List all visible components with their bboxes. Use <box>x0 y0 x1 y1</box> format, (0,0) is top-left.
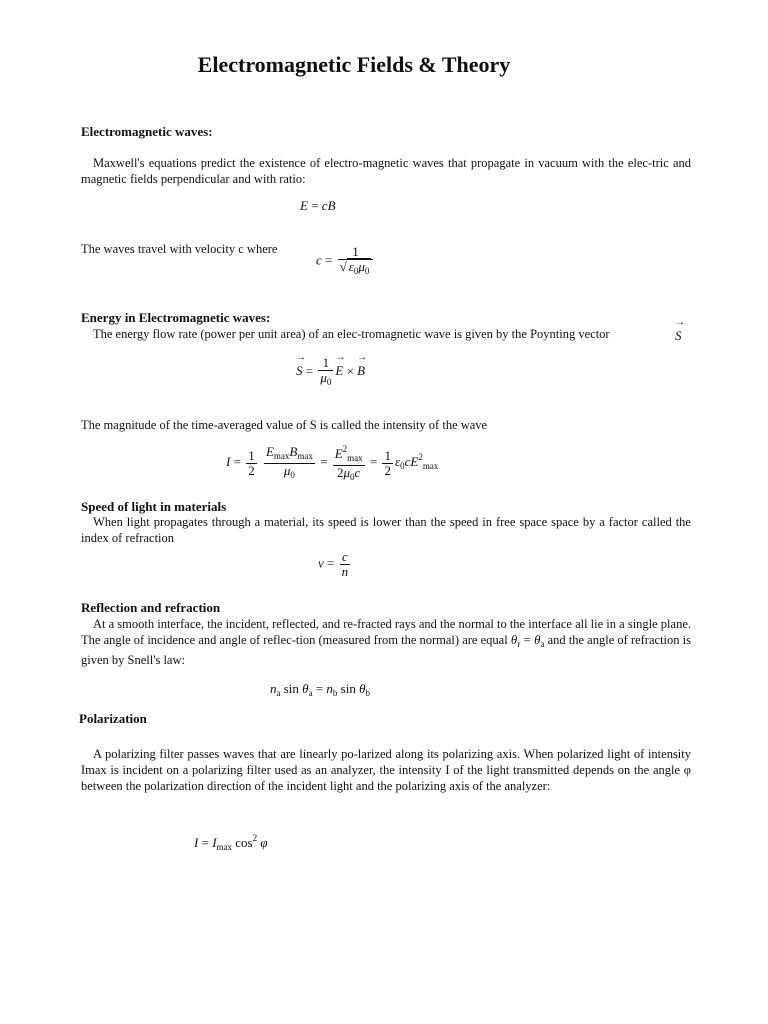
equation-e-cb: E = cB <box>300 198 336 213</box>
section-heading-reflection: Reflection and refraction <box>81 600 221 615</box>
polarization-paragraph: A polarizing filter passes waves that are linearly po-larized along its polarizing axis. When polarized light of intensity Imax is incident on a polarizing filter used as an analyzer, the intensity I of the light transmitted depends on the angle φ between the polarization direction of the incident light and the polarizing axis of the analyzer: <box>81 747 691 793</box>
page-title: Electromagnetic Fields & Theory <box>197 52 511 77</box>
velocity-text: The waves travel with velocity c where <box>81 242 278 256</box>
section-heading-polarization: Polarization <box>79 711 147 726</box>
em-waves-paragraph: Maxwell's equations predict the existence of electro-magnetic waves that propagate in vacuum with the elec-tric and magnetic fields perpendicular and with ratio: <box>81 156 691 186</box>
reflection-text-b: and the angle of refraction is given by Snell's law: <box>81 633 691 667</box>
speed-paragraph: When light propagates through a material, its speed is lower than the speed in free space space by a factor called the index of refraction <box>81 515 691 545</box>
reflection-paragraph <box>81 616 691 668</box>
equation-angles: $\theta_r = \theta_a$ <box>510 632 545 649</box>
section-heading-speed: Speed of light in materials <box>81 499 227 514</box>
intensity-text: The magnitude of the time-averaged value of S is called the intensity of the wave <box>81 418 488 432</box>
equation-malus: $I = I_{max}$ $\cos^2 \varphi$ <box>194 833 268 852</box>
poynting-symbol: → S <box>675 328 682 344</box>
equation-v: v = $\frac{c}{n}$ <box>318 549 349 579</box>
section-heading-energy: Energy in Electromagnetic waves: <box>81 310 271 325</box>
equation-intensity: I = $\frac{1}{2}$ $\frac{E_{max}B_{max}}{\mu_0}$ = $\frac{E^2_{max}}{2\mu_0c}$ = $\frac{1}{2}$ $\varepsilon_0cE^2_{max}$ <box>226 443 439 482</box>
reflection-text-a: At a smooth interface, the incident, reflected, and re-fracted rays and the normal to the interface all lie in a single plane. The angle of incidence and angle of reflec-tion (measured from the normal) are equal <box>81 617 692 647</box>
section-heading-em-waves: Electromagnetic waves: <box>81 124 213 139</box>
equation-c: c = $\frac{1}{√ \varepsilon_0\mu_0}$ <box>316 245 375 278</box>
equation-poynting: → S = $\frac{1}{\mu_0}$ → E × → B <box>296 356 365 389</box>
equation-snell: $n_a$ $\sin \theta_a = n_b$ $\sin \theta_b$ <box>270 681 370 698</box>
energy-paragraph: The energy flow rate (power per unit area) of an elec-tromagnetic wave is given by the Poynting vector <box>93 327 610 341</box>
